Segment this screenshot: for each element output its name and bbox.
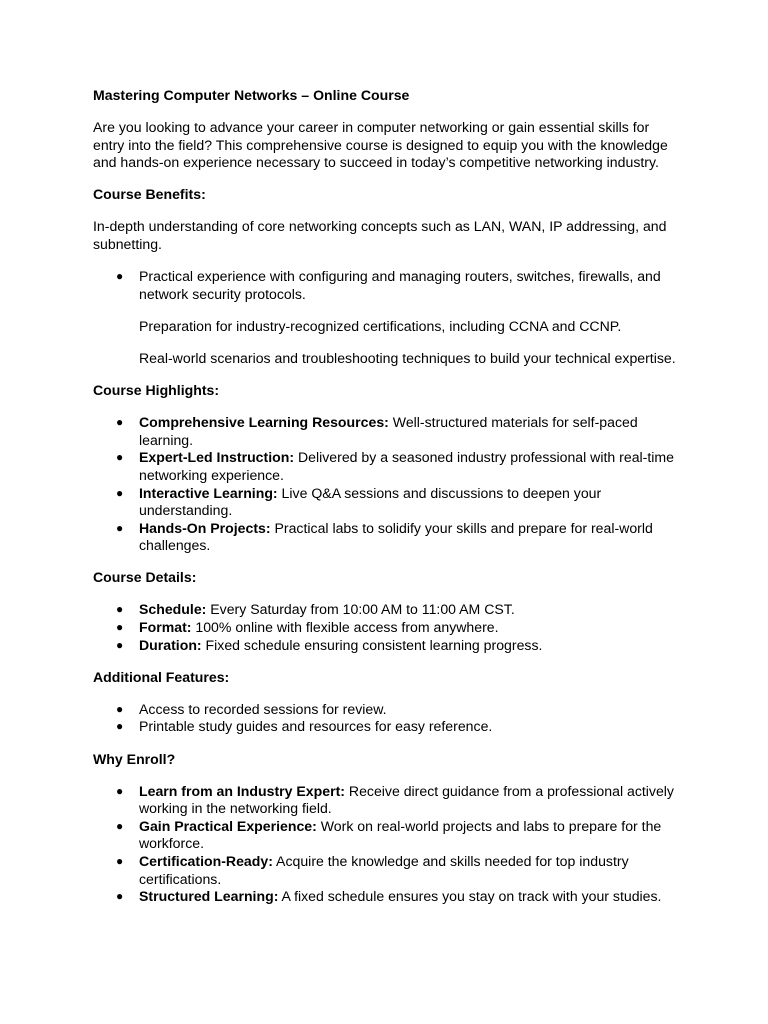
benefits-list: [93, 268, 678, 303]
list-item: [93, 637, 678, 655]
item-text: Work on real-world projects and labs to prepare for the workforce.: [139, 817, 662, 852]
list-item: [93, 718, 678, 736]
item-text: Every Saturday from 10:00 AM to 11:00 AM CST.: [206, 601, 515, 618]
document-title: Mastering Computer Networks – Online Course: [93, 87, 410, 103]
intro-paragraph: Are you looking to advance your career in computer networking or gain essential skills for entry into the field? This comprehensive course is designed to equip you with the knowledge and hands-on experience necessary to succeed in today’s competitive networking industry.: [93, 119, 668, 171]
highlights-list: [93, 414, 678, 555]
item-label: Format:: [139, 619, 192, 636]
list-item: [93, 485, 678, 520]
bullet-icon: ●: [116, 818, 124, 833]
item-text: Delivered by a seasoned industry professional with real-time networking experience.: [139, 449, 674, 483]
bullet-icon: ●: [116, 889, 124, 904]
additional-heading: Additional Features:: [93, 668, 230, 685]
list-item: [93, 818, 678, 853]
bullet-icon: ●: [116, 269, 124, 284]
item-text: A fixed schedule ensures you stay on track with your studies.: [278, 888, 662, 905]
list-item: [93, 414, 678, 449]
why-list: [93, 783, 678, 906]
bullet-icon: ●: [116, 620, 124, 635]
item-text: Fixed schedule ensuring consistent learning progress.: [201, 636, 543, 653]
item-label: Certification-Ready:: [139, 853, 273, 869]
bullet-icon: ●: [116, 520, 124, 535]
list-item: [93, 853, 678, 888]
list-item: [93, 619, 678, 637]
item-label: Comprehensive Learning Resources:: [139, 414, 389, 431]
bullet-icon: ●: [116, 719, 124, 734]
bullet-icon: ●: [116, 602, 124, 617]
item-label: Structured Learning:: [139, 888, 279, 905]
item-label: Hands-On Projects:: [139, 519, 271, 536]
additional-list: [93, 701, 678, 736]
benefits-lead: In-depth understanding of core networking concepts such as LAN, WAN, IP addressing, and subnetting.: [93, 218, 667, 253]
item-text: Access to recorded sessions for review.: [139, 700, 387, 717]
details-heading: Course Details:: [93, 569, 197, 586]
bullet-icon: ●: [116, 854, 124, 868]
list-item: [93, 783, 678, 818]
item-text: Practical labs to solidify your skills and prepare for real-world challenges.: [139, 519, 653, 554]
list-item: [93, 520, 678, 555]
benefits-paragraph-scenarios: Real-world scenarios and troubleshooting techniques to build your technical expertise.: [139, 349, 676, 366]
list-item: [93, 701, 678, 719]
item-label: Interactive Learning:: [139, 484, 278, 501]
details-list: [93, 601, 678, 654]
list-item: [93, 449, 678, 484]
list-item: [93, 888, 678, 906]
item-label: Schedule:: [139, 601, 207, 618]
item-label: Gain Practical Experience:: [139, 817, 317, 834]
item-label: Expert-Led Instruction:: [139, 449, 295, 466]
item-text: Printable study guides and resources for easy reference.: [139, 718, 493, 735]
highlights-heading: Course Highlights:: [93, 382, 220, 399]
item-text: Well-structured materials for self-paced learning.: [139, 414, 638, 448]
bullet-icon: ●: [116, 783, 124, 798]
bullet-icon: ●: [116, 450, 124, 465]
benefits-paragraph-certifications: Preparation for industry-recognized certifications, including CCNA and CCNP.: [139, 317, 622, 334]
item-label: Learn from an Industry Expert:: [139, 782, 345, 799]
benefits-heading: Course Benefits:: [93, 186, 206, 203]
why-heading: Why Enroll?: [93, 750, 176, 767]
list-item: [93, 268, 678, 303]
benefit-text: Practical experience with configuring and managing routers, switches, firewalls, and network security protocols.: [139, 268, 661, 302]
bullet-icon: ●: [116, 637, 124, 652]
item-text: 100% online with flexible access from anywhere.: [191, 619, 499, 636]
item-label: Duration:: [139, 636, 202, 653]
item-text: Receive direct guidance from a professional actively working in the networking field.: [139, 782, 674, 817]
item-text: Acquire the knowledge and skills needed for top industry certifications.: [139, 853, 629, 887]
bullet-icon: ●: [116, 701, 124, 716]
bullet-icon: ●: [116, 485, 124, 500]
list-item: [93, 601, 678, 619]
bullet-icon: ●: [116, 415, 124, 430]
item-text: Live Q&A sessions and discussions to deepen your understanding.: [139, 484, 602, 519]
